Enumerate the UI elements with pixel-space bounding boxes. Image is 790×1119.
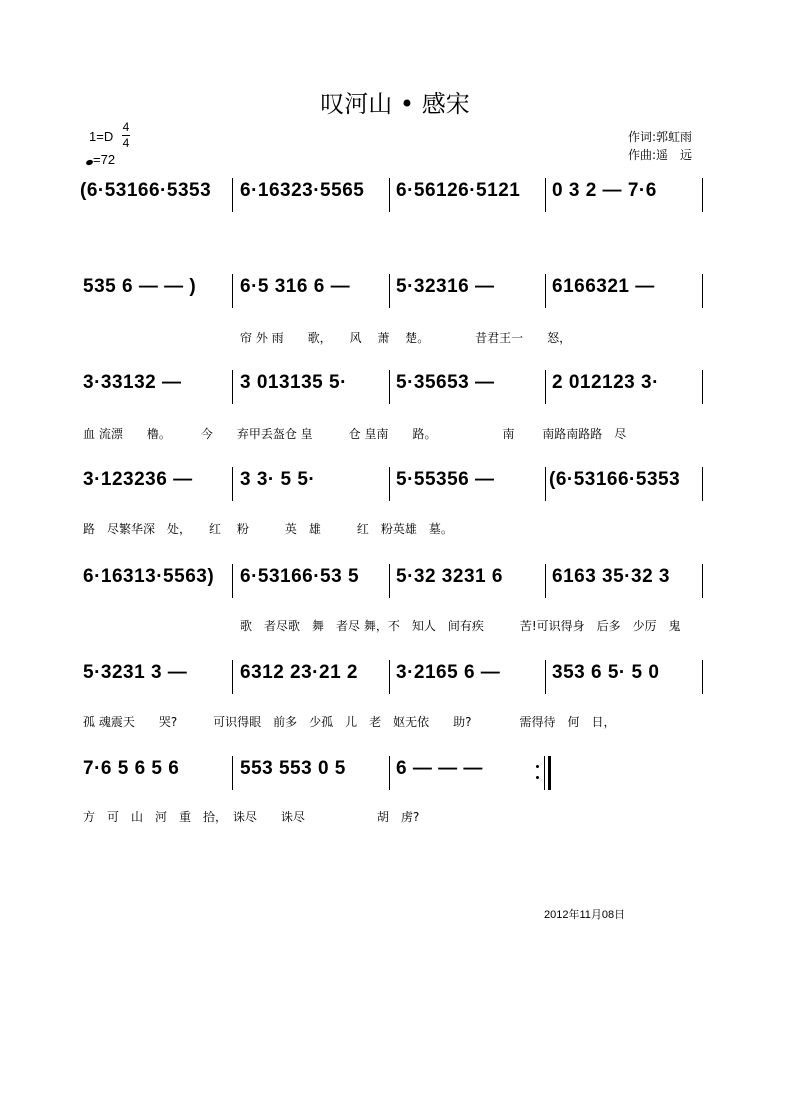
lyric-line: 帘 外 雨 歌， 风 萧 楚。 昔君王一 怒， bbox=[240, 331, 572, 345]
measure: 0 3 2 — 7·6 bbox=[552, 180, 657, 201]
barline bbox=[545, 274, 546, 308]
measure: 3·33132 — bbox=[83, 372, 182, 393]
staff-row bbox=[0, 566, 790, 606]
barline bbox=[232, 756, 233, 790]
staff-row bbox=[0, 372, 790, 412]
barline bbox=[232, 660, 233, 694]
barline bbox=[545, 564, 546, 598]
staff-row bbox=[0, 758, 790, 798]
barline bbox=[702, 467, 703, 501]
thick-barline bbox=[548, 756, 551, 790]
staff-row bbox=[0, 662, 790, 702]
lyricist-credit: 作词:郭虹雨 bbox=[628, 130, 693, 144]
measure: 6·56126·5121 bbox=[396, 180, 521, 201]
measure: 7·6 5 6 5 6 bbox=[83, 758, 180, 779]
measure: 5·55356 — bbox=[396, 469, 495, 490]
barline bbox=[232, 467, 233, 501]
barline bbox=[389, 660, 390, 694]
time-signature-bottom: 4 bbox=[122, 136, 130, 150]
date-stamp: 2012年11月08日 bbox=[544, 909, 626, 921]
barline bbox=[702, 370, 703, 404]
measure: 535 6 — — ) bbox=[83, 276, 197, 297]
time-signature-top: 4 bbox=[122, 120, 130, 134]
lyric-line: 孤 魂震天 哭? 可识得眼 前多 少孤 儿 老 妪无依 助? 需得待 何 日， bbox=[83, 715, 616, 729]
barline bbox=[232, 274, 233, 308]
barline bbox=[545, 660, 546, 694]
barline bbox=[389, 370, 390, 404]
measure: 6163 35·32 3 bbox=[552, 566, 670, 587]
barline bbox=[702, 178, 703, 212]
measure: 6 — — — bbox=[396, 758, 483, 779]
tempo-value: =72 bbox=[93, 152, 116, 167]
barline bbox=[232, 564, 233, 598]
barline bbox=[702, 274, 703, 308]
barline bbox=[389, 564, 390, 598]
measure: 6·53166·53 5 bbox=[240, 566, 360, 587]
measure: 5·32316 — bbox=[396, 276, 495, 297]
measure: 553 553 0 5 bbox=[240, 758, 346, 779]
measure: 3 3· 5 5· bbox=[240, 469, 316, 490]
barline bbox=[232, 370, 233, 404]
lyric-line: 路 尽繁华深 处， 红 粉 英 雄 红 粉英雄 墓。 bbox=[83, 522, 453, 536]
measure: 5·3231 3 — bbox=[83, 662, 188, 683]
barline bbox=[232, 178, 233, 212]
measure: 3·2165 6 — bbox=[396, 662, 501, 683]
staff-row bbox=[0, 469, 790, 509]
repeat-dot bbox=[536, 776, 539, 779]
measure: 5·35653 — bbox=[396, 372, 495, 393]
measure: 6·16323·5565 bbox=[240, 180, 365, 201]
lyric-line: 方 可 山 河 重 拾， 诛尽 诛尽 胡 虏? bbox=[83, 810, 420, 824]
measure: 6·16313·5563) bbox=[83, 566, 215, 587]
staff-row bbox=[0, 180, 790, 220]
measure: (6·53166·5353 bbox=[549, 469, 681, 490]
measure: 6312 23·21 2 bbox=[240, 662, 358, 683]
barline bbox=[389, 467, 390, 501]
measure: 6166321 — bbox=[552, 276, 655, 297]
page-title: 叹河山 • 感宋 bbox=[320, 90, 470, 118]
barline bbox=[389, 178, 390, 212]
staff-row bbox=[0, 276, 790, 316]
measure: 3 013135 5· bbox=[240, 372, 347, 393]
barline bbox=[389, 274, 390, 308]
barline bbox=[545, 178, 546, 212]
lyric-line: 歌 者尽歌 舞 者尽 舞，不 知人 间有疾 苦!可识得身 后多 少厉 鬼 bbox=[240, 619, 681, 633]
measure: (6·53166·5353 bbox=[80, 180, 212, 201]
barline bbox=[702, 660, 703, 694]
measure: 2 012123 3· bbox=[552, 372, 659, 393]
barline bbox=[389, 756, 390, 790]
repeat-dot bbox=[536, 765, 539, 768]
composer-credit: 作曲:遥 远 bbox=[628, 148, 693, 162]
thin-barline bbox=[544, 756, 545, 790]
key-signature: 1=D bbox=[89, 129, 114, 144]
barline bbox=[545, 467, 546, 501]
lyric-line: 血 流漂 橹。 今 弃甲丢盔仓 皇 仓 皇南 路。 南 南路南路路 尽 bbox=[83, 427, 627, 441]
barline bbox=[702, 564, 703, 598]
measure: 5·32 3231 6 bbox=[396, 566, 503, 587]
measure: 353 6 5· 5 0 bbox=[552, 662, 660, 683]
barline bbox=[545, 370, 546, 404]
measure: 6·5 316 6 — bbox=[240, 276, 351, 297]
measure: 3·123236 — bbox=[83, 469, 193, 490]
